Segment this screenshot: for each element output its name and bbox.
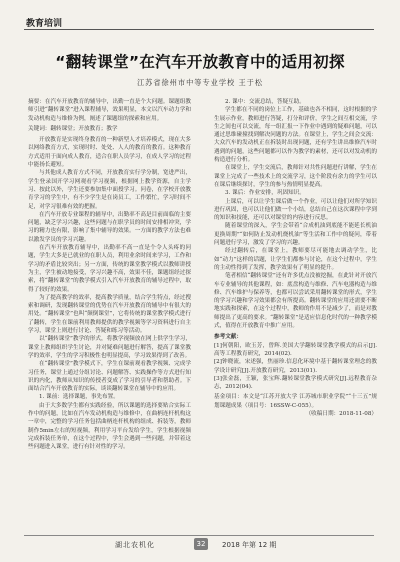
paragraph: 为了提高教学的效率，提高教学质量，结合学生特点，经过搜索和调研，发现翻转课堂的优势在汽车开放教育的辅导中有很大的用处。“翻转课堂”也叫“颠倒课堂”，它将传统的课堂教学模式进行了翻转，学生在课前利用教师提供的教学视频等学习资料进行自主学习，课堂上则进行讨论、答疑和练习等活动。 (28, 294, 191, 335)
paragraph: 与其他成人教育方式不同，开放教育实行学分制，宽进严出，学生登录国开学习网观看学习视频，根据网上教学资源，自主学习、按此以外，学生还要参加集中面授学习。问卷，在学校开放教育学习的学生中，有不少学生是在岗员工，工作繁忙，学习时间不足，对学习很难有效的把握。 (28, 170, 191, 210)
article-author: 江苏省徐州市中等专业学校 王于松 (136, 78, 264, 87)
left-column (28, 98, 191, 451)
paragraph: 3. 课后：作业安排，巩固知识。 (225, 190, 305, 197)
references-heading: 参考文献： (214, 334, 242, 341)
issue-label: 2018 年第 12 期 (222, 541, 277, 549)
right-column (214, 98, 377, 418)
paragraph: 以“翻转课堂”教学的形式，将教学视频放在网上供学生学习，课堂上教师组织学生讨论，并对疑难问题进行解答，提高了课堂教学的效率，学生的学习积极性也明显提高，学习效果得到了改善。 (28, 336, 191, 359)
paragraph: 由于大多数学生都有实践经验，所以课题的选择要贴合实际工作中的问题，比如在汽车发动机构造与维修中，在曲柄连杆机构这一章中，完整的学习任务包括曲柄连杆机构的组成、拆装等，教师制作5min左右的短视频，利用学习平台发给学生，学生根据视频完成拆装任务单，在这个过程中，学生会遇到一些问题，并带着这些问题进入课堂，进行有针对性的学习。 (28, 402, 191, 451)
paragraph: 摘要：在汽车开放教育的辅导中，出勤一直是个大问题。课题组教师引进“翻转课堂”进入课程辅导，效果明显，本文以汽车动力学和发动机构造与维修为例，阐述了课题组的探索和应用。 (28, 99, 191, 122)
paragraph: （收稿日期：2018-11-08） (305, 410, 377, 417)
reference-item: [3]张金磊，王颖，张宝辉.翻转课堂教学模式研究[J].远程教育杂志，2012(04). (214, 375, 377, 391)
paragraph: 笔者相信“翻转课堂”还有许多优点没被挖掘，在此针对开放汽车专业辅导的其他课程，如：底盘构造与维修、汽车电器构造与维修、汽车维护与保养等，也都可以尝试采用翻转课堂的形式，学生的学习兴趣和学习效果都会有所提高。翻转课堂的应用还需要不断地实践和探索，在这个过程中，教师的作用不是减少了，而是对教师提出了更高的要求。“翻转课堂”是适应信息化时代的一种教学模式，值得在开放教育中推广应用。 (214, 273, 377, 330)
paragraph: 在汽车开放专业课程的辅导中，出勤率不高是目前面临的主要问题，缺乏学习兴趣，这些问题与在职学员的时间安排相冲突，学习的精力也有限，影响了集中辅导的效果。一方面的教学方法也难以激发学员的学习兴趣。 (28, 211, 191, 243)
paragraph: 学生都在不同的岗位上工作，基础也各不相同，这时根据的学生展示作业，教师进行答疑，打分和评价，学生之间互相交流，学生之间也可以交流，每一组汇报一下作业中遇到的疑难问题，可以通过思维碰撞找到解决问题的方法。在课堂上，学生之间会交流：大众汽车的发动机正在拆装时出现问题，还有学生讲出维修汽车时遇到的问题，这些问题都可以作为教学的素材，还可以对发动机的构造进行分析。 (214, 107, 377, 164)
paragraph: 随着课堂的深入，学生会带着“合成机油到底能不能延长机油更换周期”“如何防止发动机烧机油”等生活和工作中的疑问，带着问题进行学习，激发了学习的兴趣。 (214, 223, 377, 247)
paragraph: 1. 课前：选择课题，事先布置。 (39, 394, 119, 401)
article-title: “翻转课堂”在汽车开放教育中的适用初探 (55, 53, 345, 71)
paragraph: 2. 课中：交流总结，答疑互助。 (225, 99, 305, 105)
paragraph: 在“翻转课堂”教学模式下，学生在课前观看教学视频、完成学习任务，课堂上通过分组讨论、问题解答、实践操作等方式进行知识的内化，教师从知识的传授者变成了学习的引导者和帮助者。下面结合汽车开放教育的实际，谈谈翻转课堂在辅导中的应用。 (28, 361, 191, 393)
reference-item: [2]钟晓流，宋述强，焦丽珍.信息化环境中基于翻转课堂理念的教学设计研究[J].开放教育研究，2013(01). (214, 359, 377, 374)
section-label: 教育培训 (26, 19, 63, 29)
paragraph: 关键词：翻转课堂；开放教育；教学 (28, 125, 118, 132)
paragraph: 基金项目：本文是“江苏开放大学 江苏城市职业学院”“十三五”规划课题成果（项目号：16SSW-C-055）。 (214, 394, 377, 409)
paragraph: 在课堂上，学生交流后，教师针对共性问题进行讲解，学生在课堂上完成了一些技术上的交流学习，这个阶段有余力的学生可以在课后继续探讨，学生的参与热情明显提高。 (214, 165, 377, 188)
page-number: 32 (194, 538, 208, 550)
header-divider (24, 29, 374, 30)
reference-item: [1]何朝阳，欧玉芳，曾辉.美国大学翻转课堂教学模式的启示[J].高等工程教育研究，2014(02). (214, 342, 377, 357)
paragraph: 开放教育是实现终身教育的一种新型人才培养模式，现在大多以网络教育方式，实现时时、处处、人人的教育的教育。这种教育方式适用于面向成人教育，适合在职人员学习，在成人学习的过程中能扬长避短。 (28, 137, 191, 169)
journal-name: 湖北农机化 (115, 541, 155, 549)
paragraph: 在汽车开放教育辅导中，出勤率不高一直是个令人头疼的问题，学生大多是已就业的在职人员，利用业余时间来学习，工作和学习的矛盾比较突出；另一方面，传统的课堂教学模式以教师讲授为主，学生被动地接受，学习兴趣不高，效果不佳，课题组经过探索，将“翻转课堂”的教学模式引入汽车开放教育的辅导过程中，取得了较好的效果。 (28, 245, 191, 293)
paragraph: 经过翻转后，在课堂上，教师要尽可能地去调动学生，比如“动力”这样的话题，让学生们都参与讨论，在这个过程中，学生的主动性得到了发挥，教学效果有了明显的提升。 (214, 248, 377, 271)
footer-divider (24, 535, 374, 536)
paragraph: 上课后，可以让学生课后做一个作业，可以让他们对所学知识进行巩固，也可以让他们做一个小结，总结自己在这次课程中学到的知识和技能，还可以对课堂的内容进行反思。 (214, 198, 377, 222)
